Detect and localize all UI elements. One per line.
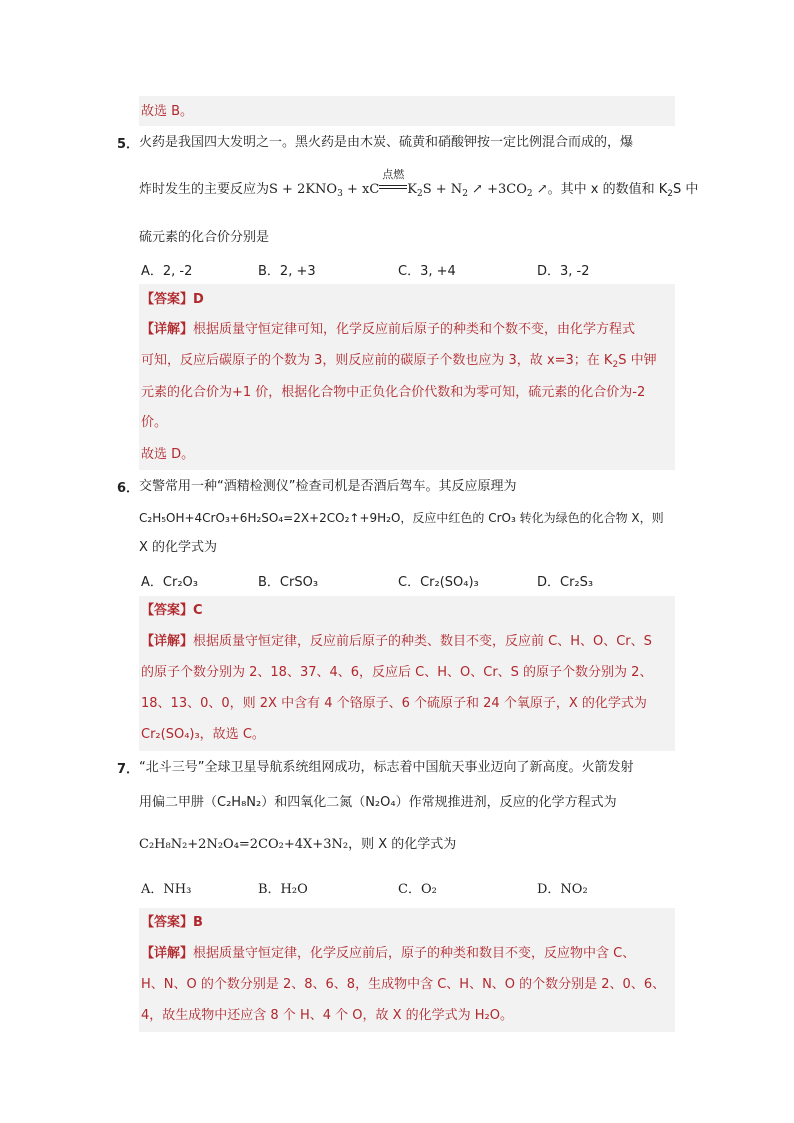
prev-explanation-block <box>139 96 675 126</box>
q5-explanation-line1: 【详解】根据质量守恒定律可知，化学反应前后原子的种类和个数不变，由化学方程式 <box>141 322 636 337</box>
q7-explanation-line2: H、N、O 的个数分别是 2、8、6、8，生成物中含 C、H、N、O 的个数分别是 2、0、6、 <box>141 977 666 992</box>
reaction-condition-arrow: 点燃 <box>379 180 407 200</box>
question-7-stem-line1: “北斗三号”全球卫星导航系统组网成功，标志着中国航天事业迈向了新高度。火箭发射 <box>139 760 634 775</box>
q6-explanation-line3: 18、13、0、0，则 2X 中含有 4 个铬原子、6 个硫原子和 24 个氧原子，X 的化学式为 <box>141 696 647 711</box>
question-7-stem-line2: 用偏二甲肼（C₂H₈N₂）和四氧化二氮（N₂O₄）作常规推进剂，反应的化学方程式为 <box>139 795 617 810</box>
prev-conclusion: 故选 B。 <box>141 104 194 119</box>
q6-option-a[interactable]: A．Cr₂O₃ <box>141 575 198 590</box>
question-7-number: 7． <box>117 762 140 777</box>
question-6-stem-line3: X 的化学式为 <box>139 540 218 555</box>
q6-option-b[interactable]: B．CrSO₃ <box>258 575 319 590</box>
question-5-stem-line1: 火药是我国四大发明之一。黑火药是由木炭、硫黄和硝酸钾按一定比例混合而成的，爆 <box>139 135 634 150</box>
question-5-stem-line2: 炸时发生的主要反应为$S + 2KNO_3$ + xC 点燃 $K_2S + N_2$ ↗ $+3CO_2$ ↗。其中 x 的数值和 $K_2S$ 中 <box>139 168 699 199</box>
question-5-stem-line3: 硫元素的化合价分别是 <box>139 230 270 245</box>
q7-option-a[interactable]: A．NH₃ <box>141 882 192 897</box>
question-5-number: 5． <box>117 137 140 152</box>
q5-answer: 【答案】D <box>141 292 204 307</box>
q6-explanation-line4: Cr₂(SO₄)₃，故选 C。 <box>141 727 265 742</box>
q5-conclusion: 故选 D。 <box>141 447 195 462</box>
q5-explanation-line3: 元素的化合价为+1 价，根据化合物中正负化合价代数和为零可知，硫元素的化合价为-2 <box>141 385 646 400</box>
q7-option-c[interactable]: C．O₂ <box>398 882 437 897</box>
question-6-stem-line1: 交警常用一种“酒精检测仪”检查司机是否酒后驾车。其反应原理为 <box>139 479 517 494</box>
q7-option-d[interactable]: D．NO₂ <box>537 882 588 897</box>
q5-option-c[interactable]: C．3, +4 <box>398 264 456 279</box>
question-5-equation: $S + 2KNO_3$ + xC 点燃 $K_2S + N_2$ ↗ $+3CO_2$ ↗ <box>269 168 548 199</box>
q6-explanation-line1: 【详解】根据质量守恒定律，反应前后原子的种类、数目不变，反应前 C、H、O、Cr、S <box>141 634 652 649</box>
question-6-number: 6． <box>117 481 140 496</box>
q7-explanation-line3: 4，故生成物中还应含 8 个 H、4 个 O，故 X 的化学式为 H₂O。 <box>141 1008 514 1023</box>
q5-explanation-line2: 可知，反应后碳原子的个数为 3，则反应前的碳原子个数也应为 3，故 x=3；在 $K_2S$ 中钾 <box>141 353 657 370</box>
question-6-stem-line2: C₂H₅OH+4CrO₃+6H₂SO₄=2X+2CO₂↑+9H₂O，反应中红色的 CrO₃ 转化为绿色的化合物 X，则 <box>139 511 664 525</box>
q7-answer: 【答案】B <box>141 915 203 930</box>
q5-explanation-line4: 价。 <box>141 415 168 430</box>
q7-explanation-line1: 【详解】根据质量守恒定律，化学反应前后，原子的种类和数目不变，反应物中含 C、 <box>141 946 636 961</box>
q5-option-b[interactable]: B．2, +3 <box>258 264 316 279</box>
question-7-stem-line3: C₂H₈N₂+2N₂O₄=2CO₂+4X+3N₂，则 X 的化学式为 <box>139 837 457 852</box>
question-7-equation: C₂H₈N₂+2N₂O₄=2CO₂+4X+3N₂ <box>139 837 349 852</box>
q6-option-c[interactable]: C．Cr₂(SO₄)₃ <box>398 575 479 590</box>
q5-answer-block <box>139 284 675 470</box>
q5-option-d[interactable]: D．3, -2 <box>537 264 590 279</box>
q7-option-b[interactable]: B．H₂O <box>258 882 308 897</box>
q6-option-d[interactable]: D．Cr₂S₃ <box>537 575 594 590</box>
q6-explanation-line2: 的原子个数分别为 2、18、37、4、6，反应后 C、H、O、Cr、S 的原子个数分别为 2、 <box>141 665 653 680</box>
q5-option-a[interactable]: A．2, -2 <box>141 264 193 279</box>
q6-answer: 【答案】C <box>141 603 203 618</box>
question-5-stem-text: 炸时发生的主要反应为 <box>139 182 270 197</box>
